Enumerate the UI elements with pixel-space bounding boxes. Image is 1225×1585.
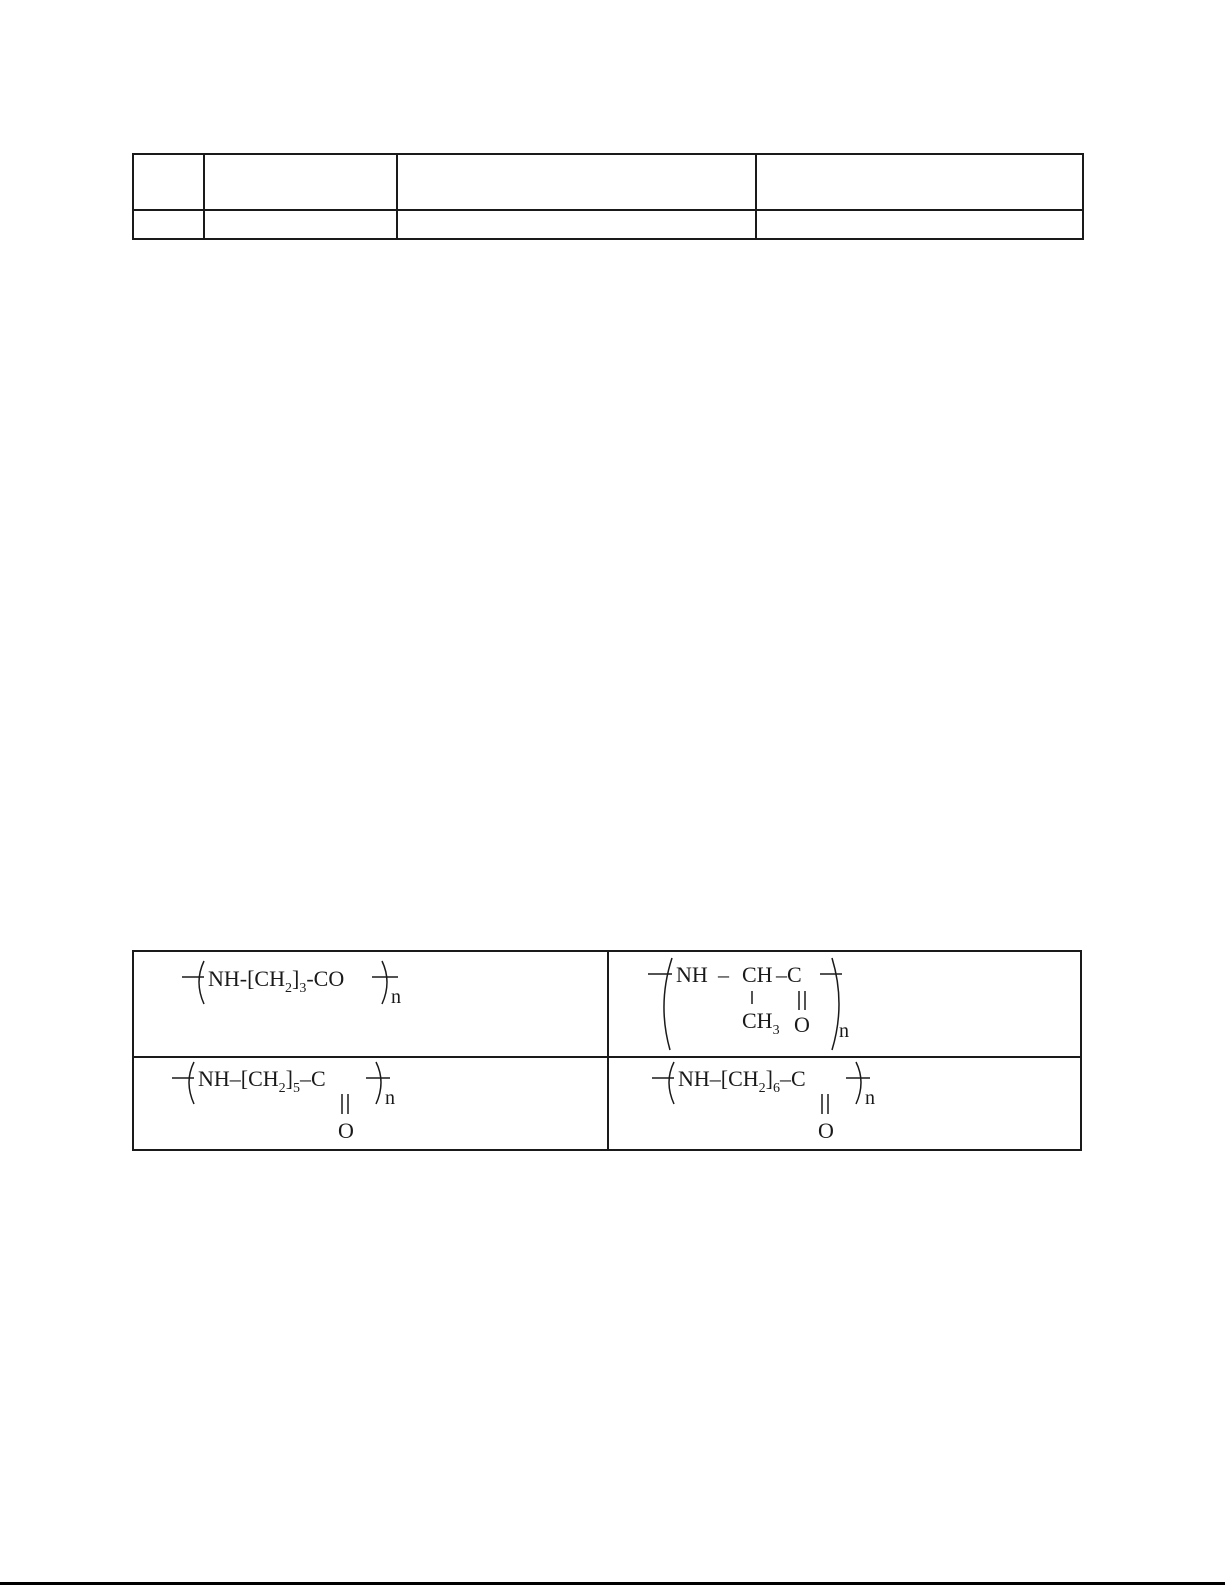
table-cell	[204, 210, 397, 239]
formula-ch: CH	[742, 962, 773, 987]
repeat-unit-n: n	[391, 986, 401, 1008]
formula-nh: NH	[676, 962, 708, 987]
formula-oxygen: O	[818, 1118, 834, 1143]
table-cell	[756, 210, 1083, 239]
svg-text:CH3	[742, 1008, 780, 1038]
formula-subscript: 2	[285, 981, 292, 996]
formula-body: NH-[CH	[208, 966, 285, 991]
formula-oxygen: O	[338, 1118, 354, 1143]
formula-bracket: ]	[285, 1066, 293, 1091]
open-bracket	[199, 961, 204, 1004]
close-bracket	[856, 1062, 861, 1104]
formula-cell-1	[174, 952, 474, 1056]
formula-oxygen: O	[794, 1012, 810, 1037]
formula-body: NH–[CH	[198, 1066, 279, 1091]
formula-body: NH–[CH	[678, 1066, 759, 1091]
formula-subscript: 5	[293, 1081, 300, 1096]
formula-cell-2	[642, 952, 962, 1056]
formula-subscript: 3	[772, 1023, 780, 1038]
empty-answer-table	[132, 153, 1084, 240]
formula-bracket: ]	[765, 1066, 773, 1091]
formula-tail: -CO	[306, 966, 345, 991]
formula-subscript: 6	[773, 1081, 780, 1096]
formula-branch: CH	[742, 1008, 773, 1033]
repeat-unit-n: n	[865, 1087, 875, 1109]
polymer-formula-2	[642, 952, 962, 1056]
table-cell	[133, 210, 204, 239]
table-cell	[756, 154, 1083, 210]
table-row	[133, 210, 1083, 239]
table-cell	[397, 210, 756, 239]
open-bracket	[669, 1062, 674, 1104]
formula-subscript: 3	[299, 981, 307, 996]
formula-subscript: 2	[758, 1081, 766, 1096]
close-bracket	[376, 1062, 381, 1104]
open-bracket	[664, 958, 672, 1050]
formula-cell-3	[166, 1058, 486, 1151]
formula-bracket: ]	[292, 966, 300, 991]
polymer-formula-table	[132, 950, 1082, 1151]
formula-tail: –C	[300, 1066, 326, 1091]
svg-text:NH–[CH2]5–C	[198, 1066, 326, 1096]
table-cell	[133, 154, 204, 210]
table-divider	[607, 952, 609, 1149]
table-row	[133, 154, 1083, 210]
formula-cell-4	[646, 1058, 966, 1151]
open-bracket	[189, 1062, 194, 1104]
polymer-formula-1	[174, 952, 474, 1056]
repeat-unit-n: n	[385, 1087, 395, 1109]
close-bracket	[382, 961, 387, 1004]
polymer-formula-3	[166, 1058, 486, 1151]
repeat-unit-n: n	[839, 1020, 849, 1042]
formula-carbonyl: –C	[776, 962, 802, 987]
svg-text:NH-[CH2]3-CO	[208, 966, 344, 996]
table-cell	[397, 154, 756, 210]
svg-text:NH–[CH2]6–C	[678, 1066, 806, 1096]
formula-tail: –C	[780, 1066, 806, 1091]
close-bracket	[832, 958, 839, 1050]
table-cell	[204, 154, 397, 210]
polymer-formula-4	[646, 1058, 966, 1151]
formula-dash: –	[718, 962, 729, 987]
formula-subscript: 2	[278, 1081, 286, 1096]
